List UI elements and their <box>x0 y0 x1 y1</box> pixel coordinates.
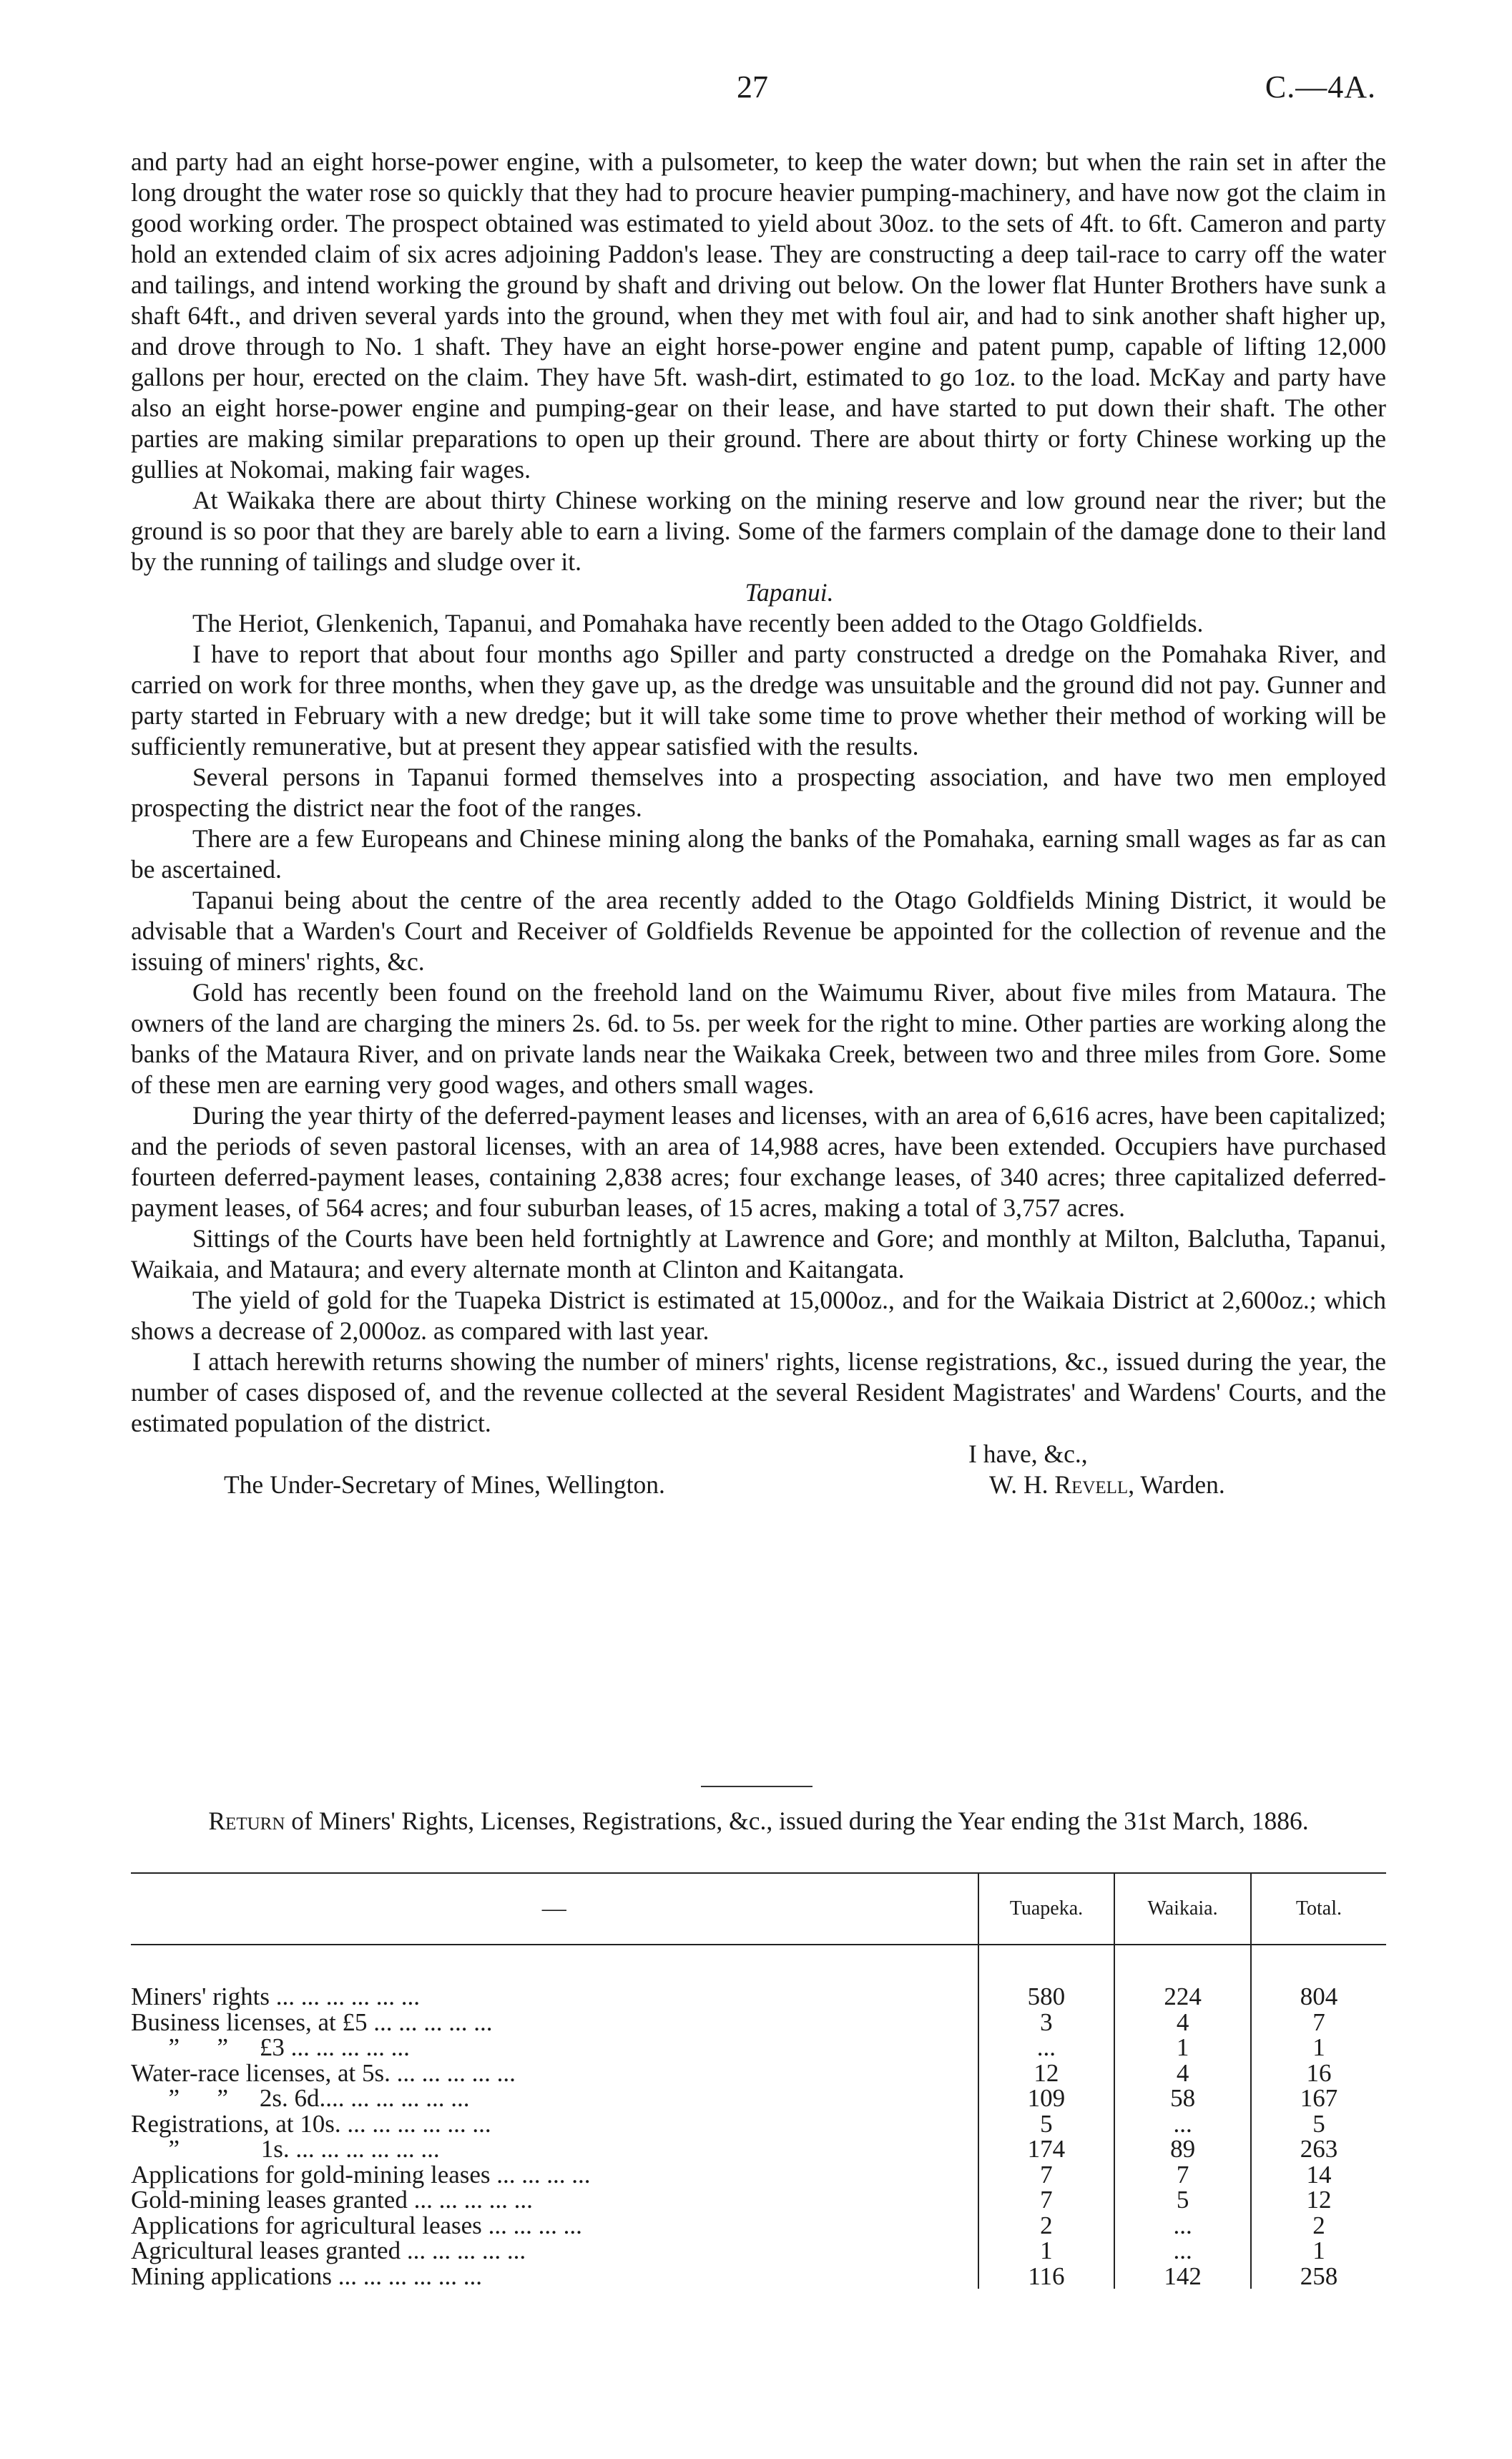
cell-tuapeka: 7 <box>978 2162 1115 2188</box>
signature <box>989 1470 1225 1500</box>
paragraph: I have to report that about four months ago Spiller and party constructed a dredge on the Pomahaka River, and carried on work for three months, when they gave up, as the dredge was unsuitable and the ground did not pay. Gunner and party started in February with a new dredge; but it will take some time to prove whether their method of working will be sufficiently remunerative, but at present they appear satisfied with the results. <box>131 640 1386 761</box>
cell-tuapeka: 174 <box>978 2136 1115 2162</box>
cell-total: 167 <box>1251 2086 1386 2111</box>
cell-tuapeka: 116 <box>978 2264 1115 2289</box>
cell-tuapeka: 3 <box>978 2010 1115 2035</box>
paragraph: At Waikaka there are about thirty Chinese working on the mining reserve and low ground near the river; but the ground is so poor that they are barely able to earn a living. Some of the farmers complain of the damage done to their land by the running of tailings and sludge over it. <box>131 486 1386 576</box>
row-leader-dots: ... ... ... ... ... ... <box>289 2135 440 2163</box>
document-reference: C.—4A. <box>1265 69 1376 104</box>
paragraph: There are a few Europeans and Chinese mining along the banks of the Pomahaka, earning small wages as far as can be ascertained. <box>131 824 1386 884</box>
row-description <box>131 2111 978 2137</box>
paragraph: I attach herewith returns showing the number of miners' rights, license registrations, &c., issued during the year, the number of cases disposed of, and the revenue collected at the several Resident Magistrates' and Wardens' Courts, and the estimated population of the district. <box>131 1347 1386 1437</box>
row-description <box>131 2136 978 2162</box>
row-label: Miners' rights <box>131 1983 270 2010</box>
row-label: ” ” £3 <box>131 2033 285 2061</box>
cell-total: 14 <box>1251 2162 1386 2188</box>
cell-tuapeka: 5 <box>978 2111 1115 2137</box>
table-header-description: — <box>131 1873 978 1945</box>
table-row <box>131 2213 1386 2239</box>
cell-total: 258 <box>1251 2264 1386 2289</box>
row-leader-dots: ... ... ... ... ... <box>284 2033 410 2061</box>
section-heading-tapanui: Tapanui. <box>745 578 834 607</box>
row-leader-dots: ... ... ... ... <box>490 2160 591 2189</box>
cell-total: 2 <box>1251 2213 1386 2239</box>
cell-total: 16 <box>1251 2060 1386 2086</box>
row-label: Gold-mining leases granted <box>131 2186 408 2214</box>
cell-total: 263 <box>1251 2136 1386 2162</box>
cell-total: 7 <box>1251 2010 1386 2035</box>
signature-initials: W. H. <box>989 1470 1049 1499</box>
row-description <box>131 1945 978 2010</box>
row-description <box>131 2010 978 2035</box>
cell-waikaia: 224 <box>1114 1945 1251 2010</box>
closing-salutation: I have, &c., <box>968 1439 1088 1468</box>
paragraph: and party had an eight horse-power engine, with a pulsometer, to keep the water down; but when the rain set in after the long drought the water rose so quickly that they had to procure heavier pumping-machinery, and have now got the claim in good working order. The prospect obtained was estimated to yield about 30oz. to the sets of 4ft. to 6ft. Cameron and party hold an extended claim of six acres adjoining Paddon's lease. They are constructing a deep tail-race to carry off the water and tailings, and intend working the ground by shaft and driving out below. On the lower flat Hunter Brothers have sunk a shaft 64ft., and driven several yards into the ground, when they met with foul air, and had to sink another shaft higher up, and drove through to No. 1 shaft. They have an eight horse-power engine and patent pump, capable of lifting 12,000 gallons per hour, erected on the claim. They have 5ft. wash-dirt, estimated to go 1oz. to the load. McKay and party have also an eight horse-power engine and pumping-gear on their lease, and have started to put down their shaft. The other parties are making similar preparations to open up their ground. There are about thirty or forty Chinese working up the gullies at Nokomai, making fair wages. <box>131 147 1386 484</box>
cell-waikaia: 4 <box>1114 2010 1251 2035</box>
cell-total: 804 <box>1251 1945 1386 2010</box>
page-number: 27 <box>737 69 768 104</box>
row-label: Applications for gold-mining leases <box>131 2160 491 2189</box>
cell-tuapeka: 2 <box>978 2213 1115 2239</box>
cell-tuapeka: 12 <box>978 2060 1115 2086</box>
table-header-tuapeka: Tuapeka. <box>978 1873 1115 1945</box>
row-leader-dots: ... ... ... ... ... <box>390 2058 516 2087</box>
row-description <box>131 2060 978 2086</box>
row-description <box>131 2264 978 2289</box>
table-row <box>131 2035 1386 2060</box>
returns-table <box>131 1872 1386 2289</box>
row-leader-dots: ... ... ... ... ... ... <box>325 2084 470 2112</box>
row-leader-dots: ... ... ... ... ... ... <box>340 2109 491 2138</box>
cell-tuapeka: ... <box>978 2035 1115 2060</box>
row-leader-dots: ... ... ... ... ... ... <box>269 1983 420 2010</box>
cell-waikaia: 7 <box>1114 2162 1251 2188</box>
table-row <box>131 1945 1386 2010</box>
signature-line <box>131 1470 1386 1500</box>
signature-name: Revell <box>1054 1470 1129 1499</box>
table-row <box>131 2111 1386 2137</box>
row-leader-dots: ... ... ... ... ... <box>367 2008 493 2036</box>
table-title-rest: of Miners' Rights, Licenses, Registrations, &c., issued during the Year ending the 31st March, 1886. <box>291 1807 1309 1835</box>
paragraph: Several persons in Tapanui formed themselves into a prospecting association, and have two men employed prospecting the district near the foot of the ranges. <box>131 763 1386 822</box>
section-divider <box>701 1786 813 1787</box>
table-row <box>131 2086 1386 2111</box>
cell-waikaia: ... <box>1114 2238 1251 2264</box>
table-header-row <box>131 1873 1386 1945</box>
row-label: Applications for agricultural leases <box>131 2211 482 2239</box>
table-row <box>131 2060 1386 2086</box>
paragraph: Sittings of the Courts have been held fortnightly at Lawrence and Gore; and monthly at Milton, Balclutha, Tapanui, Waikaia, and Mataura; and every alternate month at Clinton and Kaitangata. <box>131 1224 1386 1284</box>
paragraph: The yield of gold for the Tuapeka District is estimated at 15,000oz., and for the Waikaia District at 2,600oz.; which shows a decrease of 2,000oz. as compared with last year. <box>131 1286 1386 1345</box>
cell-tuapeka: 109 <box>978 2086 1115 2111</box>
row-label: Agricultural leases granted <box>131 2236 401 2264</box>
row-description <box>131 2086 978 2111</box>
paragraph: The Heriot, Glenkenich, Tapanui, and Pomahaka have recently been added to the Otago Goldfields. <box>192 609 1204 637</box>
table-title <box>131 1807 1386 1836</box>
table-header-total: Total. <box>1251 1873 1386 1945</box>
paragraph: Gold has recently been found on the freehold land on the Waimumu River, about five miles from Mataura. The owners of the land are charging the miners 2s. 6d. to 5s. per week for the right to mine. Other parties are working along the banks of the Mataura River, and on private lands near the Waikaka Creek, between two and three miles from Gore. Some of these men are earning very good wages, and others small wages. <box>131 978 1386 1099</box>
row-description <box>131 2162 978 2188</box>
row-label: Mining applications <box>131 2262 332 2290</box>
row-description <box>131 2035 978 2060</box>
row-label: Business licenses, at £5 <box>131 2008 368 2036</box>
cell-tuapeka: 7 <box>978 2187 1115 2213</box>
table-row <box>131 2264 1386 2289</box>
row-description <box>131 2187 978 2213</box>
cell-tuapeka: 580 <box>978 1945 1115 2010</box>
row-label: Water-race licenses, at 5s. <box>131 2058 391 2087</box>
table-row <box>131 2187 1386 2213</box>
cell-waikaia: 89 <box>1114 2136 1251 2162</box>
cell-waikaia: 5 <box>1114 2187 1251 2213</box>
row-label: ” 1s. <box>131 2135 290 2163</box>
signature-title: , Warden. <box>1128 1470 1225 1499</box>
table-title-first-word: Return <box>208 1807 285 1835</box>
table-row <box>131 2238 1386 2264</box>
row-leader-dots: ... ... ... ... ... <box>401 2236 526 2264</box>
addressee: The Under-Secretary of Mines, Wellington. <box>224 1470 665 1499</box>
cell-total: 12 <box>1251 2187 1386 2213</box>
row-description <box>131 2213 978 2239</box>
cell-total: 1 <box>1251 2238 1386 2264</box>
paragraph: Tapanui being about the centre of the area recently added to the Otago Goldfields Mining District, it would be advisable that a Warden's Court and Receiver of Goldfields Revenue be appointed for the collection of revenue and the issuing of miners' rights, &c. <box>131 886 1386 976</box>
paragraph: During the year thirty of the deferred-payment leases and licenses, with an area of 6,616 acres, have been capitalized; and the periods of seven pastoral licenses, with an area of 14,988 acres, have been extended. Occupiers have purchased fourteen deferred-payment leases, containing 2,838 acres; four exchange leases, of 340 acres; three capitalized deferred-payment leases, of 564 acres; and four suburban leases, of 15 acres, making a total of 3,757 acres. <box>131 1101 1386 1222</box>
cell-waikaia: 1 <box>1114 2035 1251 2060</box>
row-leader-dots: ... ... ... ... ... ... <box>331 2262 482 2290</box>
table-row <box>131 2162 1386 2188</box>
row-leader-dots: ... ... ... ... ... <box>407 2186 533 2214</box>
table-row <box>131 2010 1386 2035</box>
row-label: Registrations, at 10s. <box>131 2109 341 2138</box>
row-description <box>131 2238 978 2264</box>
cell-waikaia: 4 <box>1114 2060 1251 2086</box>
cell-total: 1 <box>1251 2035 1386 2060</box>
cell-total: 5 <box>1251 2111 1386 2137</box>
table-row <box>131 2136 1386 2162</box>
row-label: ” ” 2s. 6d. <box>131 2084 326 2112</box>
cell-waikaia: ... <box>1114 2213 1251 2239</box>
cell-waikaia: ... <box>1114 2111 1251 2137</box>
page-header <box>0 69 1512 112</box>
report-body <box>131 147 1386 1500</box>
cell-waikaia: 142 <box>1114 2264 1251 2289</box>
cell-tuapeka: 1 <box>978 2238 1115 2264</box>
cell-waikaia: 58 <box>1114 2086 1251 2111</box>
row-leader-dots: ... ... ... ... <box>481 2211 582 2239</box>
table-body <box>131 1945 1386 2289</box>
table-header-waikaia: Waikaia. <box>1114 1873 1251 1945</box>
